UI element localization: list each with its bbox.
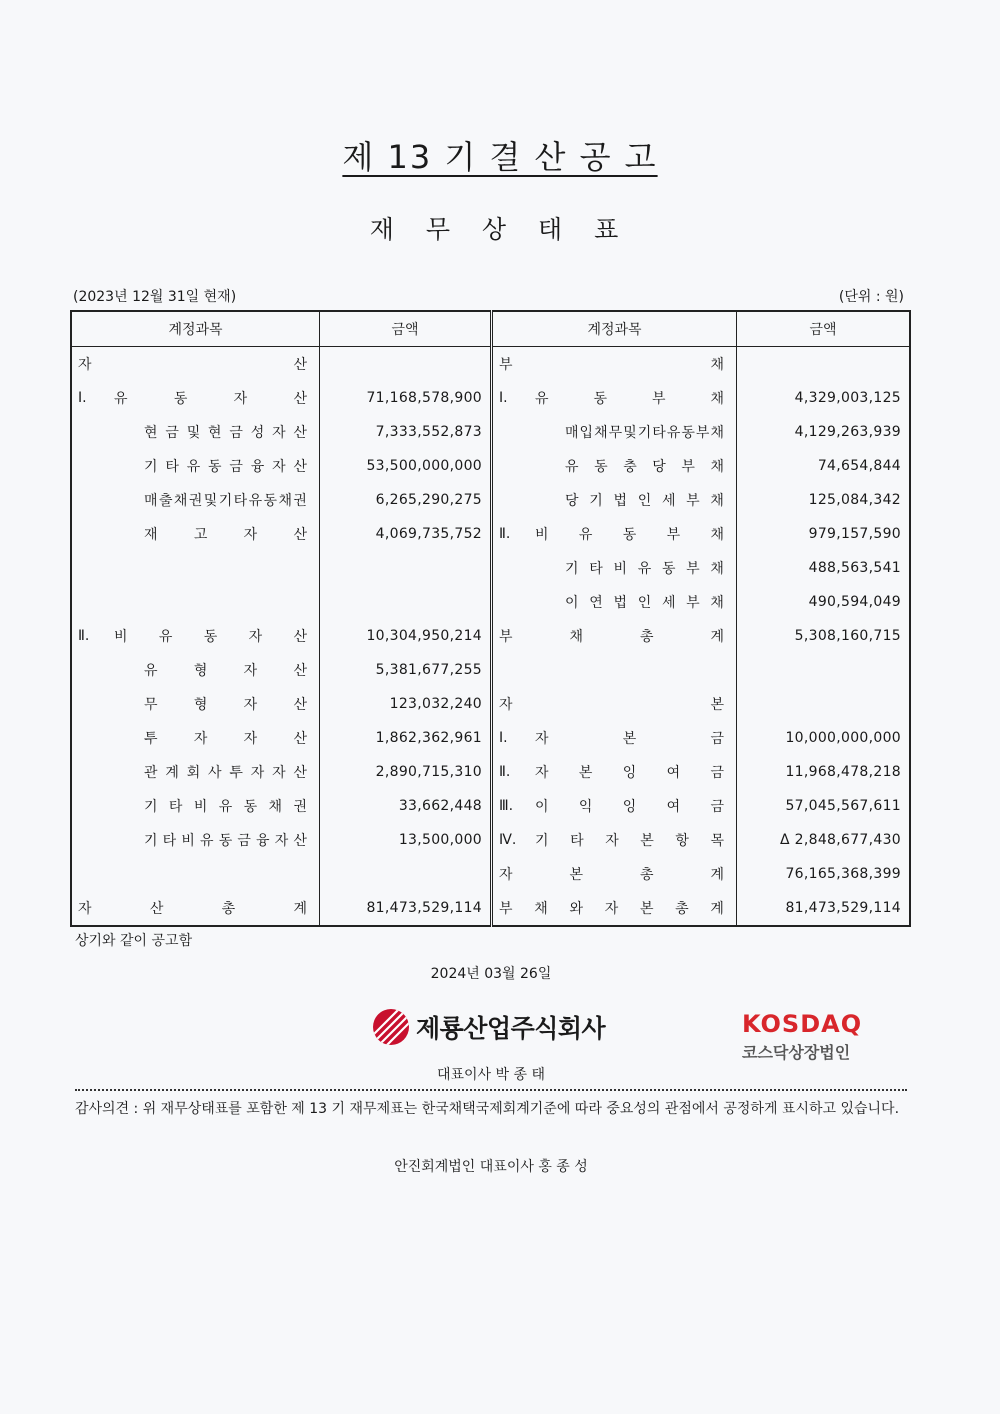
right-account-cell (492, 755, 737, 789)
right-account-cell (492, 347, 737, 382)
section-number: Ⅱ. (499, 764, 511, 780)
right-amount-cell: 979,157,590 (737, 517, 911, 551)
account-label: 부 채 총 계 (499, 629, 724, 645)
right-account-cell (492, 823, 737, 857)
left-amount-cell: 123,032,240 (320, 687, 492, 721)
right-account-cell (492, 857, 737, 891)
as-of-date: (2023년 12월 31일 현재) (73, 289, 237, 305)
right-amount-cell: 81,473,529,114 (737, 891, 911, 926)
right-amount-cell: Δ 2,848,677,430 (737, 823, 911, 857)
account-label: 무 형 자 산 (144, 697, 307, 713)
table-row (71, 347, 910, 382)
account-label: 기 타 자 본 항 목 (535, 833, 724, 849)
table-row (71, 789, 910, 823)
account-label: 관 계 회 사 투 자 자 산 (144, 765, 307, 781)
account-label: 매 출 채 권 및 기 타 유 동 채 권 (144, 493, 307, 509)
left-account-cell (71, 857, 320, 891)
table-row (71, 823, 910, 857)
table-row (71, 585, 910, 619)
announcement-date: 2024년 03월 26일 (430, 966, 552, 982)
account-label: 이 연 법 인 세 부 채 (565, 595, 724, 611)
left-account-cell (71, 381, 320, 415)
table-row (71, 415, 910, 449)
left-amount-cell (320, 551, 492, 585)
right-account-cell (492, 449, 737, 483)
document-subtitle: 재 무 상 태 표 (369, 215, 631, 244)
right-amount-cell: 76,165,368,399 (737, 857, 911, 891)
left-account-cell (71, 415, 320, 449)
header-account-right: 계정과목 (492, 311, 737, 347)
auditor-line: 안진회계법인 대표이사 홍 종 성 (394, 1159, 588, 1175)
section-number: Ⅰ. (78, 390, 87, 406)
right-amount-cell: 4,129,263,939 (737, 415, 911, 449)
left-account-cell (71, 449, 320, 483)
left-amount-cell: 6,265,290,275 (320, 483, 492, 517)
right-account-cell (492, 789, 737, 823)
left-account-cell (71, 789, 320, 823)
header-amount-left: 금액 (320, 311, 492, 347)
header-account-left: 계정과목 (71, 311, 320, 347)
right-amount-cell: 490,594,049 (737, 585, 911, 619)
right-amount-cell: 10,000,000,000 (737, 721, 911, 755)
right-amount-cell: 5,308,160,715 (737, 619, 911, 653)
section-number: Ⅱ. (499, 526, 511, 542)
right-amount-cell: 488,563,541 (737, 551, 911, 585)
kosdaq-logo-text: KOSDAQ (742, 1010, 863, 1038)
company-block (372, 1008, 605, 1046)
dotted-divider (75, 1089, 907, 1091)
account-label: 부 채 와 자 본 총 계 (499, 901, 724, 917)
section-number: Ⅱ. (78, 628, 90, 644)
account-label: 이 익 잉 여 금 (535, 799, 724, 815)
left-amount-cell: 2,890,715,310 (320, 755, 492, 789)
account-label: 자 산 총 계 (78, 901, 307, 917)
audit-opinion: 감사의견 : 위 재무상태표를 포함한 제 13 기 재무제표는 한국채택국제회계기준에 따라 중요성의 관점에서 공정하게 표시하고 있습니다. (75, 1101, 900, 1117)
left-account-cell (71, 823, 320, 857)
table-row (71, 381, 910, 415)
table-row (71, 891, 910, 926)
right-account-cell (492, 687, 737, 721)
left-account-cell (71, 891, 320, 926)
table-row (71, 619, 910, 653)
left-account-cell (71, 347, 320, 382)
right-account-cell (492, 585, 737, 619)
right-amount-cell (737, 687, 911, 721)
right-account-cell (492, 551, 737, 585)
section-number: Ⅲ. (499, 798, 514, 814)
account-label: 자 산 (78, 357, 307, 373)
left-amount-cell: 81,473,529,114 (320, 891, 492, 926)
left-amount-cell: 10,304,950,214 (320, 619, 492, 653)
right-amount-cell: 125,084,342 (737, 483, 911, 517)
balance-sheet-table (70, 310, 911, 927)
section-number: Ⅰ. (499, 730, 508, 746)
table-row (71, 551, 910, 585)
left-amount-cell (320, 347, 492, 382)
table-row (71, 755, 910, 789)
left-amount-cell: 71,168,578,900 (320, 381, 492, 415)
account-label: 유 동 자 산 (114, 391, 307, 407)
left-account-cell (71, 517, 320, 551)
account-label: 부 채 (499, 357, 724, 373)
right-account-cell (492, 381, 737, 415)
table-row (71, 653, 910, 687)
left-account-cell (71, 653, 320, 687)
account-label: 당 기 법 인 세 부 채 (565, 493, 724, 509)
table-row (71, 857, 910, 891)
left-amount-cell: 53,500,000,000 (320, 449, 492, 483)
right-account-cell (492, 517, 737, 551)
header-amount-right: 금액 (737, 311, 911, 347)
account-label: 자 본 총 계 (499, 867, 724, 883)
account-label: 기 타 비 유 동 부 채 (565, 561, 724, 577)
left-account-cell (71, 687, 320, 721)
table-row (71, 687, 910, 721)
right-amount-cell (737, 653, 911, 687)
account-label: 유 동 충 당 부 채 (565, 459, 724, 475)
right-amount-cell: 11,968,478,218 (737, 755, 911, 789)
right-account-cell (492, 415, 737, 449)
right-amount-cell: 4,329,003,125 (737, 381, 911, 415)
left-amount-cell: 33,662,448 (320, 789, 492, 823)
table-row (71, 517, 910, 551)
kosdaq-subtitle: 코스닥상장법인 (742, 1043, 851, 1062)
table-row (71, 483, 910, 517)
left-amount-cell: 7,333,552,873 (320, 415, 492, 449)
ceo-line: 대표이사 박 종 태 (436, 1067, 546, 1083)
right-account-cell (492, 721, 737, 755)
unit-label: (단위 : 원) (838, 289, 904, 305)
section-number: Ⅳ. (499, 832, 517, 848)
table-row (71, 721, 910, 755)
account-label: 기 타 유 동 금 융 자 산 (144, 459, 307, 475)
right-account-cell (492, 483, 737, 517)
account-label: 자 본 금 (535, 731, 724, 747)
right-account-cell (492, 891, 737, 926)
page-title: 제 13 기 결 산 공 고 (342, 138, 658, 176)
left-amount-cell (320, 585, 492, 619)
left-account-cell (71, 585, 320, 619)
account-label: 재 고 자 산 (144, 527, 307, 543)
company-name: 제룡산업주식회사 (416, 1014, 606, 1043)
left-account-cell (71, 483, 320, 517)
left-account-cell (71, 551, 320, 585)
announcement-note: 상기와 같이 공고함 (75, 933, 193, 949)
account-label: 자 본 (499, 697, 724, 713)
account-label: 비 유 동 자 산 (114, 629, 307, 645)
left-amount-cell: 13,500,000 (320, 823, 492, 857)
account-label: 기 타 비 유 동 채 권 (144, 799, 307, 815)
left-account-cell (71, 721, 320, 755)
right-account-cell (492, 619, 737, 653)
account-label: 기 타 비 유 동 금 융 자 산 (144, 833, 307, 849)
left-account-cell (71, 619, 320, 653)
section-number: Ⅰ. (499, 390, 508, 406)
account-label: 매 입 채 무 및 기 타 유 동 부 채 (565, 425, 724, 441)
left-amount-cell: 5,381,677,255 (320, 653, 492, 687)
kosdaq-badge (742, 1010, 862, 1063)
right-amount-cell: 57,045,567,611 (737, 789, 911, 823)
right-amount-cell: 74,654,844 (737, 449, 911, 483)
account-label: 유 동 부 채 (535, 391, 724, 407)
right-amount-cell (737, 347, 911, 382)
account-label: 자 본 잉 여 금 (535, 765, 724, 781)
right-account-cell (492, 653, 737, 687)
left-amount-cell: 4,069,735,752 (320, 517, 492, 551)
account-label: 비 유 동 부 채 (535, 527, 724, 543)
table-row (71, 449, 910, 483)
account-label: 투 자 자 산 (144, 731, 307, 747)
account-label: 유 형 자 산 (144, 663, 307, 679)
left-amount-cell (320, 857, 492, 891)
left-amount-cell: 1,862,362,961 (320, 721, 492, 755)
company-logo-icon (372, 1008, 410, 1046)
left-account-cell (71, 755, 320, 789)
account-label: 현 금 및 현 금 성 자 산 (144, 425, 307, 441)
table-header-row (71, 311, 910, 347)
